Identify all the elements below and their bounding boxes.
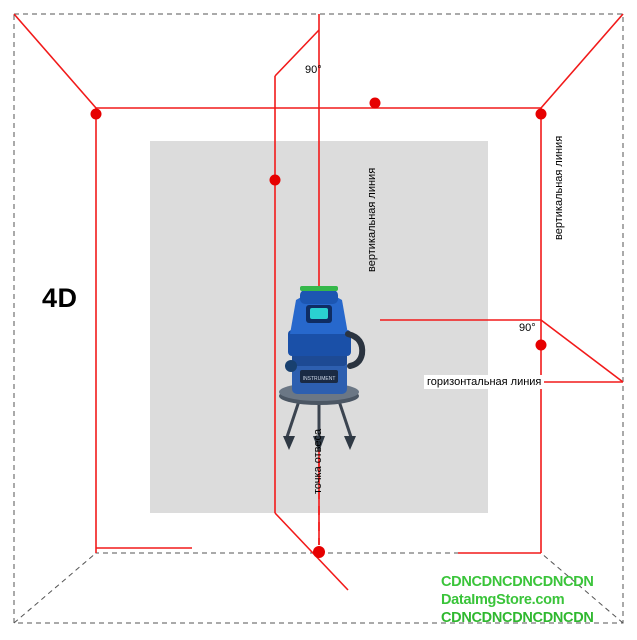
point-top-right: [536, 109, 547, 120]
point-top-center: [370, 98, 381, 109]
watermark-line-3: CDNCDNCDNCDNCDN: [441, 610, 594, 626]
label-vertical-line-right: вертикальная линия: [553, 135, 565, 240]
watermark-line-2: DataImgStore.com: [441, 592, 565, 608]
point-top-left: [91, 109, 102, 120]
label-angle-top: 90°: [305, 64, 322, 76]
label-horizontal-line: горизонтальная линия: [424, 375, 544, 389]
label-angle-right: 90°: [519, 322, 536, 334]
svg-text:INSTRUMENT: INSTRUMENT: [302, 376, 336, 382]
label-vertical-line-center: вертикальная линия: [366, 167, 378, 272]
point-back-center: [270, 175, 281, 186]
point-plumb-floor: [313, 546, 325, 558]
label-4d: 4D: [42, 283, 78, 313]
point-right-horizontal: [536, 340, 547, 351]
label-plumb-point: точка отвеса: [312, 428, 324, 494]
watermark-line-1: CDNCDNCDNCDNCDN: [441, 574, 594, 590]
